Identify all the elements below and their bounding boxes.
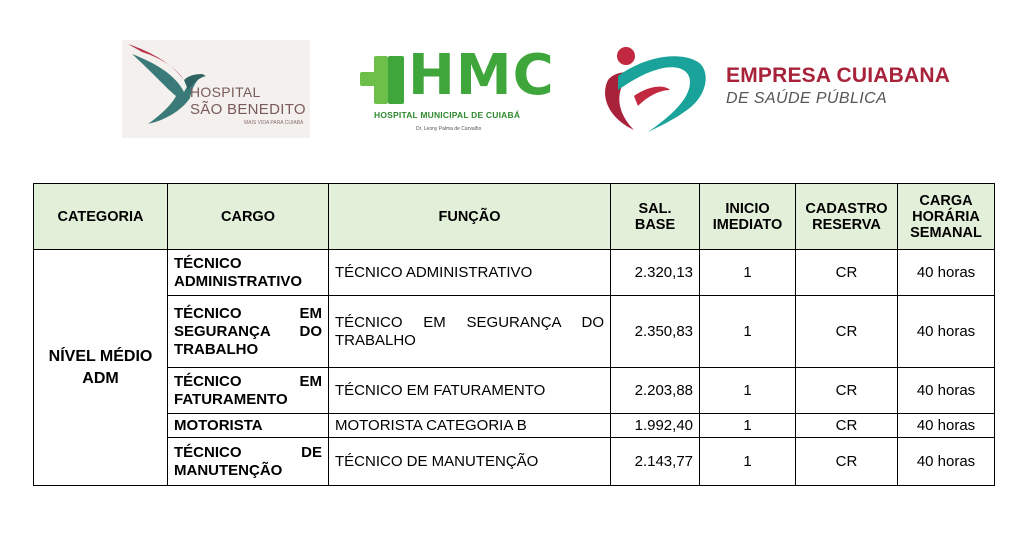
inicio-imediato-cell: 1 bbox=[700, 438, 796, 486]
inicio-imediato-cell: 1 bbox=[700, 414, 796, 438]
green-cross-logo-icon bbox=[358, 50, 406, 110]
cargo-cell: TÉCNICO DE MANUTENÇÃO bbox=[168, 438, 329, 486]
empresa-cuiabana-logo bbox=[598, 40, 958, 136]
sal-base-cell: 2.350,83 bbox=[611, 296, 700, 368]
heart-ribbon-logo-icon bbox=[598, 40, 716, 136]
header-sal-base: SAL. BASE bbox=[611, 184, 700, 250]
hmc-logo bbox=[358, 43, 555, 142]
header-carga-horaria: CARGA HORÁRIA SEMANAL bbox=[898, 184, 995, 250]
logo-text-line2: SÃO BENEDITO bbox=[190, 101, 306, 118]
hospital-sao-benedito-logo bbox=[122, 40, 310, 138]
category-cell: NÍVEL MÉDIO ADM bbox=[34, 250, 168, 486]
cargo-cell: TÉCNICO EM FATURAMENTO bbox=[168, 368, 329, 414]
table-row bbox=[34, 414, 995, 438]
cadastro-reserva-cell: CR bbox=[796, 414, 898, 438]
header-categoria: CATEGORIA bbox=[34, 184, 168, 250]
header-inicio-imediato: INICIO IMEDIATO bbox=[700, 184, 796, 250]
carga-horaria-cell: 40 horas bbox=[898, 296, 995, 368]
funcao-cell: TÉCNICO DE MANUTENÇÃO bbox=[329, 438, 611, 486]
sal-base-cell: 2.203,88 bbox=[611, 368, 700, 414]
table-header-row bbox=[34, 184, 995, 250]
table-row bbox=[34, 368, 995, 414]
vacancies-table bbox=[33, 183, 995, 486]
inicio-imediato-cell: 1 bbox=[700, 368, 796, 414]
sal-base-cell: 2.143,77 bbox=[611, 438, 700, 486]
sal-base-cell: 2.320,13 bbox=[611, 250, 700, 296]
funcao-cell: TÉCNICO EM FATURAMENTO bbox=[329, 368, 611, 414]
funcao-cell: MOTORISTA CATEGORIA B bbox=[329, 414, 611, 438]
table-row bbox=[34, 438, 995, 486]
ecsp-logo-line1: EMPRESA CUIABANA bbox=[726, 64, 951, 87]
header-cargo: CARGO bbox=[168, 184, 329, 250]
hmc-logo-subtitle: HOSPITAL MUNICIPAL DE CUIABÁ bbox=[374, 110, 521, 120]
logo-text-line1: HOSPITAL bbox=[190, 84, 261, 100]
hmc-logo-name: HMC bbox=[408, 43, 555, 108]
cargo-cell: MOTORISTA bbox=[168, 414, 329, 438]
carga-horaria-cell: 40 horas bbox=[898, 414, 995, 438]
header-funcao: FUNÇÃO bbox=[329, 184, 611, 250]
cadastro-reserva-cell: CR bbox=[796, 438, 898, 486]
cadastro-reserva-cell: CR bbox=[796, 250, 898, 296]
inicio-imediato-cell: 1 bbox=[700, 250, 796, 296]
carga-horaria-cell: 40 horas bbox=[898, 368, 995, 414]
logo-tagline: MAIS VIDA PARA CUIABÁ bbox=[244, 120, 304, 126]
hmc-logo-subtitle2: Dr. Leony Palma de Carvalho bbox=[416, 126, 482, 132]
cadastro-reserva-cell: CR bbox=[796, 296, 898, 368]
cadastro-reserva-cell: CR bbox=[796, 368, 898, 414]
cargo-cell: TÉCNICO ADMINISTRATIVO bbox=[168, 250, 329, 296]
carga-horaria-cell: 40 horas bbox=[898, 438, 995, 486]
funcao-cell: TÉCNICO ADMINISTRATIVO bbox=[329, 250, 611, 296]
table-row bbox=[34, 250, 995, 296]
cargo-cell: TÉCNICO EM SEGURANÇA DO TRABALHO bbox=[168, 296, 329, 368]
ecsp-logo-line2: DE SAÚDE PÚBLICA bbox=[726, 90, 888, 107]
carga-horaria-cell: 40 horas bbox=[898, 250, 995, 296]
header-cadastro-reserva: CADASTRO RESERVA bbox=[796, 184, 898, 250]
table-row bbox=[34, 296, 995, 368]
sal-base-cell: 1.992,40 bbox=[611, 414, 700, 438]
funcao-cell: TÉCNICO EM SEGURANÇA DO TRABALHO bbox=[329, 296, 611, 368]
inicio-imediato-cell: 1 bbox=[700, 296, 796, 368]
